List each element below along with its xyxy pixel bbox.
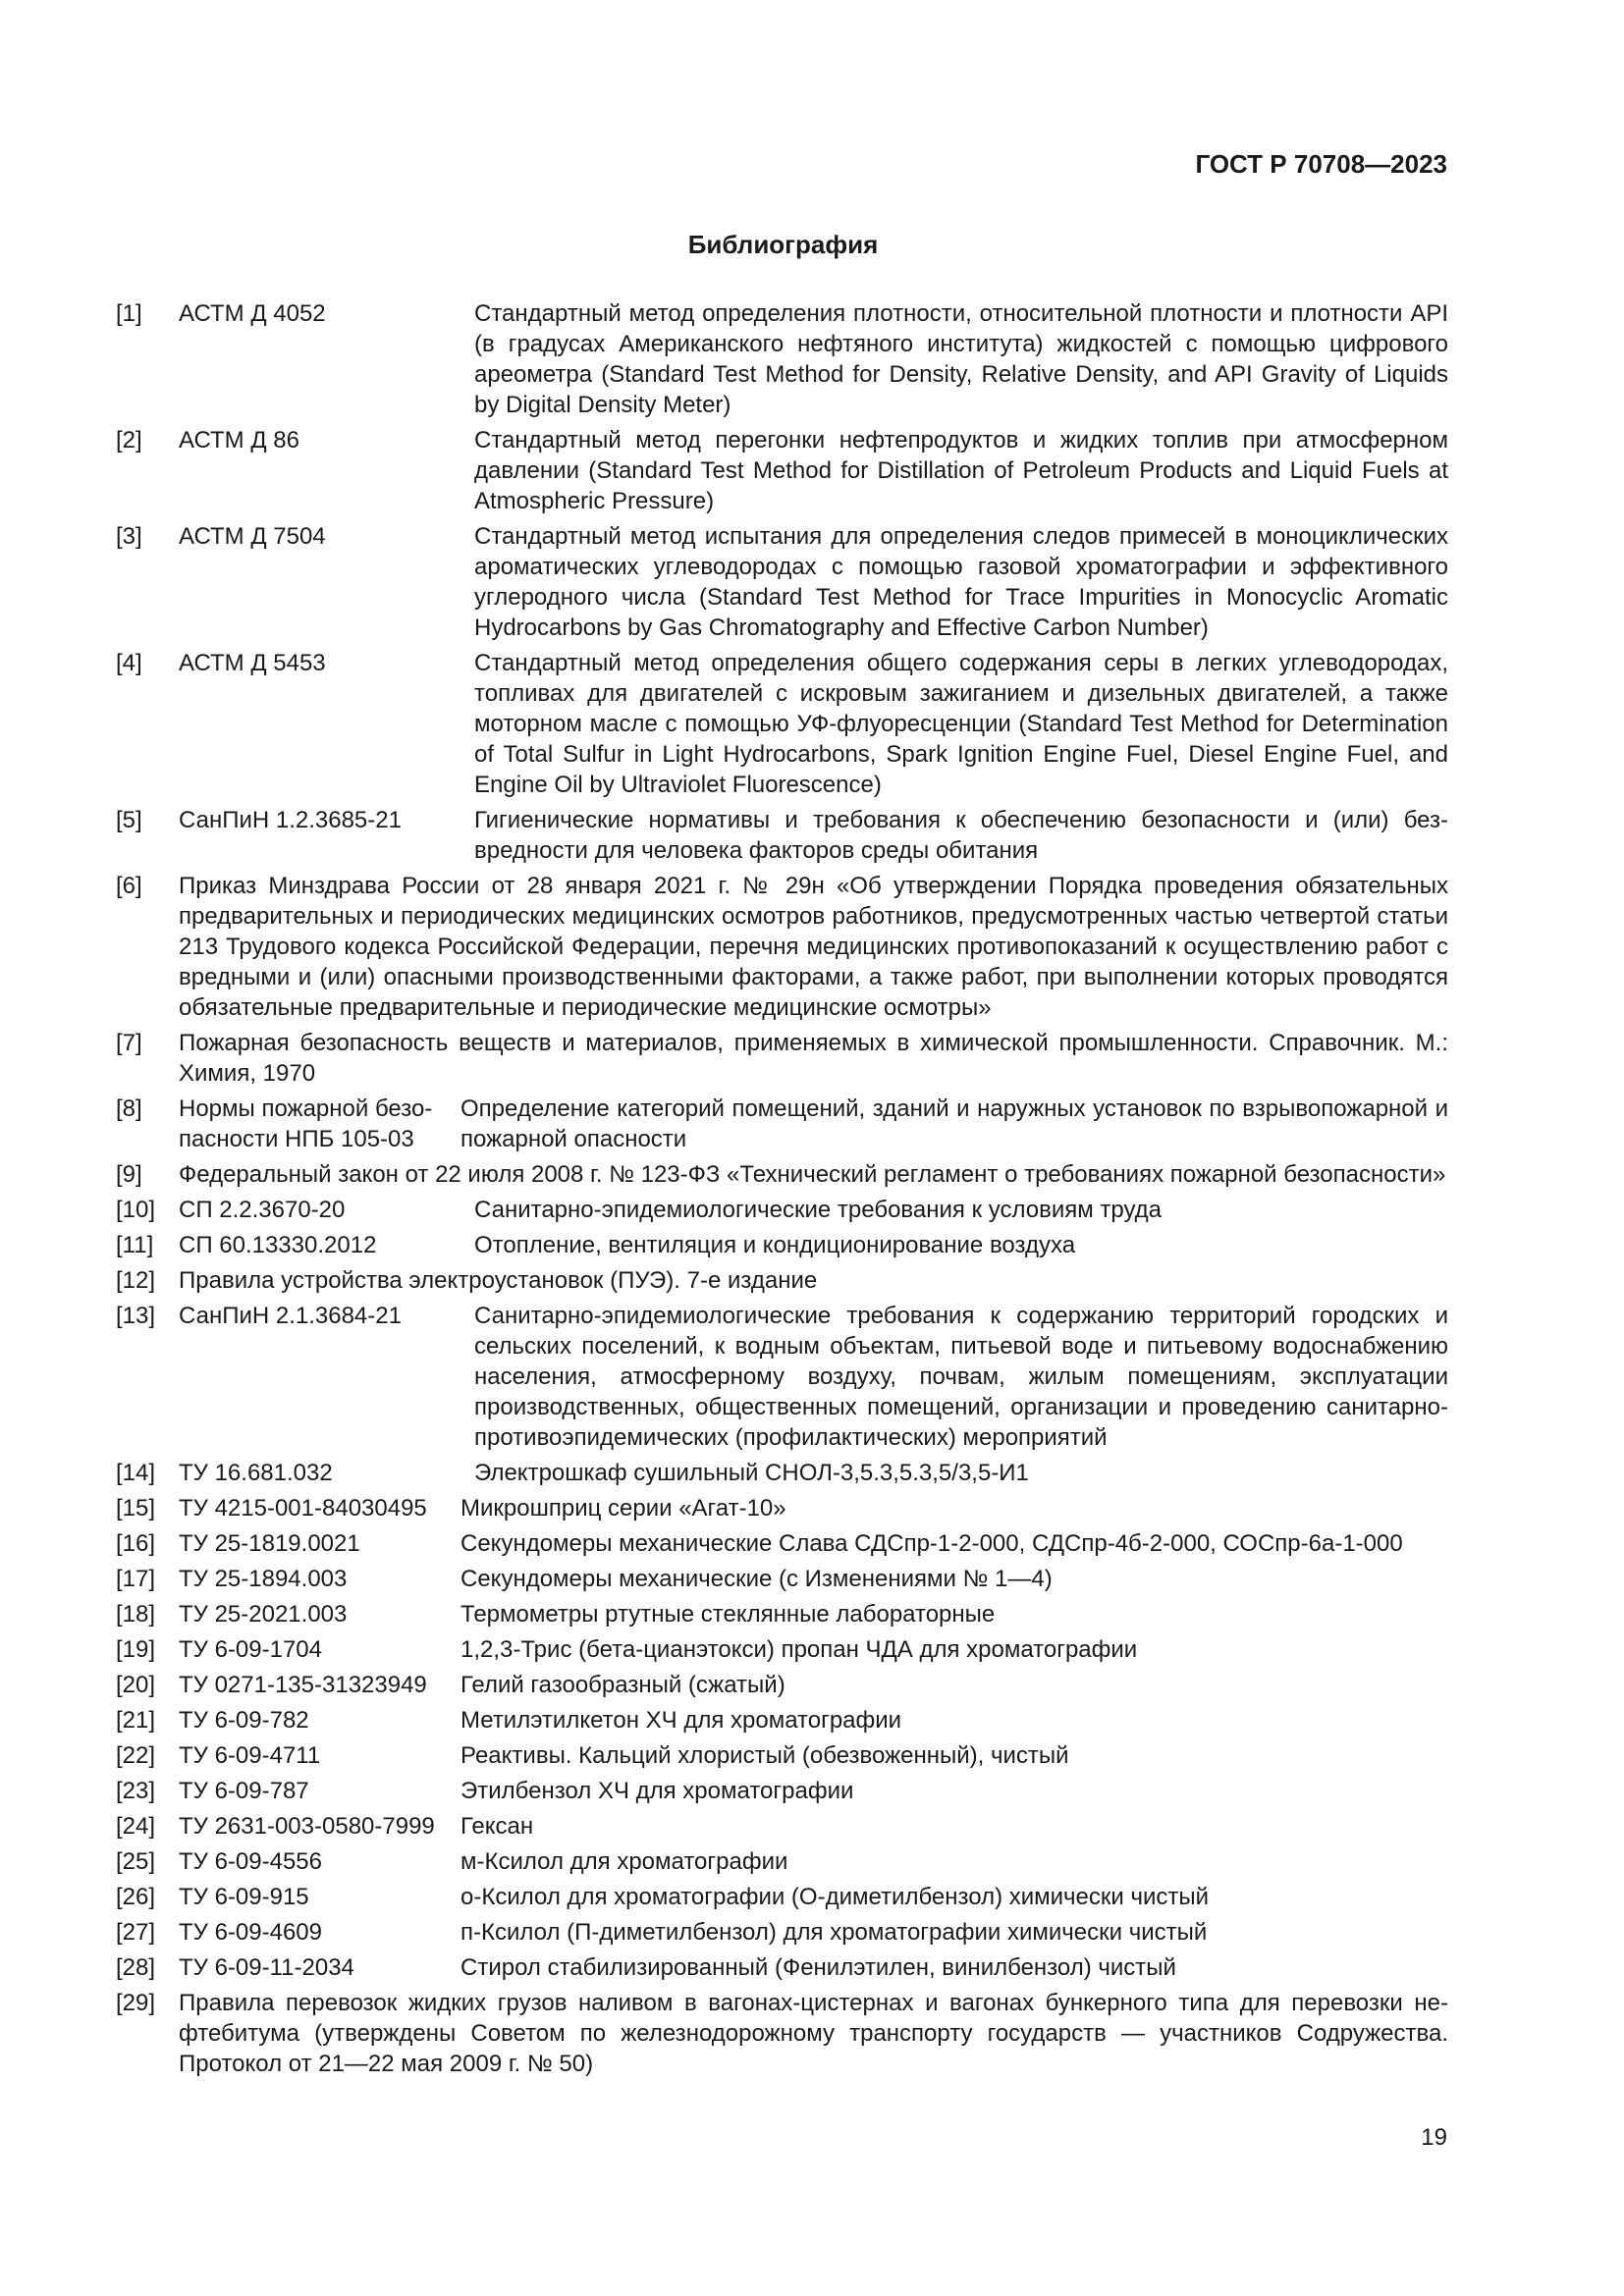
entry-number: [21]: [116, 1707, 156, 1734]
bibliography-entry-16: [116, 1528, 1448, 1559]
entry-reference: ТУ 6-09-915: [179, 1884, 309, 1910]
entry-number: [15]: [116, 1495, 156, 1522]
entry-description: Секундомеры механические (с Изменениями № 1—4): [460, 1566, 1053, 1592]
document-code: ГОСТ Р 70708—2023: [1195, 149, 1447, 179]
entry-reference: ТУ 25-1819.0021: [179, 1530, 360, 1557]
entry-description: Санитарно-эпидемиологические требования к содержанию территорий городских и сельских поселений, к водным объектам, питьевой воде и питьевому водоснабжению населения, атмосферному воздуху, почвам, жилым помещениям, эксплуатации производственных, общественных помещений, организации и проведению санитарно-противоэпидемических (профилактических) мероприятий: [474, 1303, 1448, 1451]
bibliography-entry-2: [116, 425, 1448, 516]
entry-reference: ТУ 6-09-4556: [179, 1848, 322, 1875]
bibliography-entry-13: [116, 1301, 1448, 1453]
entry-reference: СП 60.13330.2012: [179, 1232, 377, 1258]
entry-reference: ТУ 6-09-782: [179, 1707, 309, 1734]
entry-description: Стандартный метод перегонки нефтепродуктов и жидких топлив при атмосферном давлении (Standard Test Method for Distillation of Petroleum Products and Liquid Fuels at Atmospheric Pressure): [474, 427, 1448, 514]
entry-number: [22]: [116, 1742, 156, 1769]
entry-description: Электрошкаф сушильный СНОЛ-3,5.3,5.3,5/3,5-И1: [474, 1460, 1029, 1486]
entry-number: [8]: [116, 1095, 142, 1122]
entry-number: [5]: [116, 807, 142, 833]
entry-number: [18]: [116, 1601, 156, 1628]
bibliography-entry-25: [116, 1846, 1448, 1877]
entry-description: Отопление, вентиляция и кондиционирование воздуха: [474, 1232, 1076, 1258]
bibliography-entry-8: [116, 1094, 1448, 1154]
bibliography-list: [116, 298, 1448, 2084]
bibliography-entry-17: [116, 1564, 1448, 1594]
entry-reference: СанПиН 2.1.3684-21: [179, 1303, 402, 1329]
entry-number: [9]: [116, 1161, 142, 1188]
entry-number: [28]: [116, 1954, 156, 1981]
entry-description: Секундомеры механические Слава СДСпр-1-2-000, СДСпр-4б-2-000, СОСпр-6а-1-000: [460, 1530, 1403, 1557]
entry-number: [2]: [116, 427, 142, 454]
entry-number: [20]: [116, 1672, 156, 1698]
bibliography-entry-21: [116, 1705, 1448, 1735]
entry-reference: СП 2.2.3670-20: [179, 1197, 346, 1223]
entry-reference: АСТМ Д 7504: [179, 523, 326, 550]
bibliography-entry-3: [116, 521, 1448, 643]
entry-reference: ТУ 25-1894.003: [179, 1566, 348, 1592]
entry-reference: ТУ 2631-003-0580-7999: [179, 1813, 435, 1840]
entry-text: Приказ Минздрава России от 28 января 2021 г. № 29н «Об утверждении Порядка проведения обязательных предварительных и периодических медицинских осмотров работников, предусмотренных частью четвертой статьи 213 Трудового кодекса Российской Федерации, перечня медицинских противопоказаний к осуществлению работ с вредными и (или) опасными производственными факторами, а также работ, при выполнении которых проводятся обязательные предварительные и периодические медицинские осмотры»: [179, 873, 1448, 1021]
entry-description: Санитарно-эпидемиологические требования к условиям труда: [474, 1197, 1163, 1223]
entry-reference: АСТМ Д 4052: [179, 300, 326, 327]
bibliography-entry-4: [116, 648, 1448, 800]
entry-description: Определение категорий помещений, зданий и наружных установок по взрывопожарной и пожарной опасности: [460, 1095, 1448, 1152]
entry-number: [24]: [116, 1813, 156, 1840]
entry-number: [27]: [116, 1919, 156, 1946]
entry-number: [23]: [116, 1778, 156, 1804]
entry-description: Гигиенические нормативы и требования к обеспечению безопасности и (или) безвредности для человека факторов среды обитания: [474, 807, 1448, 864]
bibliography-entry-11: [116, 1230, 1448, 1260]
bibliography-entry-18: [116, 1599, 1448, 1629]
entry-reference: АСТМ Д 86: [179, 427, 299, 454]
entry-reference: Нормы пожарной безопасности НПБ 105-03: [179, 1095, 433, 1152]
bibliography-entry-27: [116, 1917, 1448, 1948]
entry-number: [13]: [116, 1303, 156, 1329]
entry-number: [29]: [116, 1990, 156, 2016]
bibliography-entry-6: [116, 871, 1448, 1023]
bibliography-entry-14: [116, 1458, 1448, 1488]
entry-number: [14]: [116, 1460, 156, 1486]
entry-reference: ТУ 0271-135-31323949: [179, 1672, 427, 1698]
entry-number: [10]: [116, 1197, 156, 1223]
entry-reference: ТУ 4215-001-84030495: [179, 1495, 427, 1522]
entry-description: Гексан: [460, 1813, 534, 1840]
bibliography-entry-29: [116, 1988, 1448, 2079]
bibliography-entry-10: [116, 1195, 1448, 1225]
entry-description: Стандартный метод определения плотности, относительной плотности и плотности API (в градусах Американского нефтяного института) жидкостей с помощью цифрового ареометра (Standard Test Method for Density, Relative Density, and API Gravity of Liquids by Digital Density Meter): [474, 300, 1448, 418]
bibliography-entry-23: [116, 1776, 1448, 1806]
entry-description: Микрошприц серии «Агат-10»: [460, 1495, 786, 1522]
bibliography-entry-15: [116, 1493, 1448, 1523]
entry-number: [19]: [116, 1636, 156, 1663]
bibliography-entry-7: [116, 1028, 1448, 1089]
entry-reference: ТУ 6-09-1704: [179, 1636, 322, 1663]
entry-number: [25]: [116, 1848, 156, 1875]
entry-description: 1,2,3-Трис (бета-цианэтокси) пропан ЧДА для хроматографии: [460, 1636, 1138, 1663]
bibliography-entry-9: [116, 1159, 1448, 1190]
entry-number: [1]: [116, 300, 142, 327]
entry-number: [16]: [116, 1530, 156, 1557]
entry-reference: ТУ 6-09-4711: [179, 1742, 321, 1769]
entry-reference: СанПиН 1.2.3685-21: [179, 807, 402, 833]
entry-description: Стандартный метод испытания для определения следов примесей в моноциклических ароматических углеводородах с помощью газовой хроматографии и эффективного углеродного числа (Standard Test Method for Trace Impurities in Monocyclic Aromatic Hydrocarbons by Gas Chromatography and Effective Carbon Number): [474, 523, 1448, 641]
entry-description: Стирол стабилизированный (Фенилэтилен, винилбензол) чистый: [460, 1954, 1176, 1981]
entry-reference: ТУ 16.681.032: [179, 1460, 333, 1486]
entry-number: [12]: [116, 1267, 156, 1294]
entry-description: п-Ксилол (П-диметилбензол) для хроматографии химически чистый: [460, 1919, 1208, 1946]
entry-description: Термометры ртутные стеклянные лабораторные: [460, 1601, 996, 1628]
entry-description: Метилэтилкетон ХЧ для хроматографии: [460, 1707, 902, 1734]
entry-reference: ТУ 6-09-11-2034: [179, 1954, 354, 1981]
bibliography-entry-24: [116, 1811, 1448, 1842]
page-number: 19: [1421, 2124, 1447, 2151]
bibliography-entry-12: [116, 1265, 1448, 1296]
entry-number: [17]: [116, 1566, 156, 1592]
bibliography-entry-19: [116, 1634, 1448, 1665]
entry-number: [26]: [116, 1884, 156, 1910]
entry-reference: АСТМ Д 5453: [179, 650, 326, 676]
entry-text: Правила перевозок жидких грузов наливом в вагонах-цистернах и вагонах бункерного типа для перевозки нефтебитума (утверждены Советом по железнодорожному транспорту государств — участников Содружества. Протокол от 21—22 мая 2009 г. № 50): [179, 1990, 1448, 2077]
entry-description: м-Ксилол для хроматографии: [460, 1848, 788, 1875]
entry-number: [7]: [116, 1030, 142, 1056]
entry-text: Федеральный закон от 22 июля 2008 г. № 123-ФЗ «Технический регламент о требованиях пожарной безопасности»: [179, 1161, 1446, 1188]
entry-text: Пожарная безопасность веществ и материалов, применяемых в химической промышленности. Справочник. М.: Химия, 1970: [179, 1030, 1448, 1087]
page-title: Библиография: [687, 230, 879, 259]
entry-description: Реактивы. Кальций хлористый (обезвоженный), чистый: [460, 1742, 1069, 1769]
bibliography-entry-22: [116, 1740, 1448, 1771]
bibliography-entry-28: [116, 1952, 1448, 1983]
entry-text: Правила устройства электроустановок (ПУЭ). 7-е издание: [179, 1267, 818, 1294]
entry-number: [3]: [116, 523, 142, 550]
bibliography-entry-5: [116, 805, 1448, 866]
bibliography-entry-26: [116, 1882, 1448, 1912]
entry-description: Гелий газообразный (сжатый): [460, 1672, 785, 1698]
entry-reference: ТУ 6-09-787: [179, 1778, 309, 1804]
bibliography-entry-1: [116, 298, 1448, 420]
entry-reference: ТУ 25-2021.003: [179, 1601, 348, 1628]
entry-number: [4]: [116, 650, 142, 676]
entry-reference: ТУ 6-09-4609: [179, 1919, 322, 1946]
entry-description: о-Ксилол для хроматографии (О-диметилбензол) химически чистый: [460, 1884, 1210, 1910]
entry-description: Стандартный метод определения общего содержания серы в легких углеводородах, топливах для двигателей с искровым зажиганием и дизельных двигателей, а также моторном масле с помощью УФ-флуоресценции (Standard Test Method for Determination of Total Sulfur in Light Hydrocarbons, Spark Ignition Engine Fuel, Diesel Engine Fuel, and Engine Oil by Ultraviolet Fluorescence): [474, 650, 1448, 798]
entry-number: [11]: [116, 1232, 154, 1258]
entry-description: Этилбензол ХЧ для хроматографии: [460, 1778, 854, 1804]
entry-number: [6]: [116, 873, 142, 899]
bibliography-entry-20: [116, 1670, 1448, 1700]
